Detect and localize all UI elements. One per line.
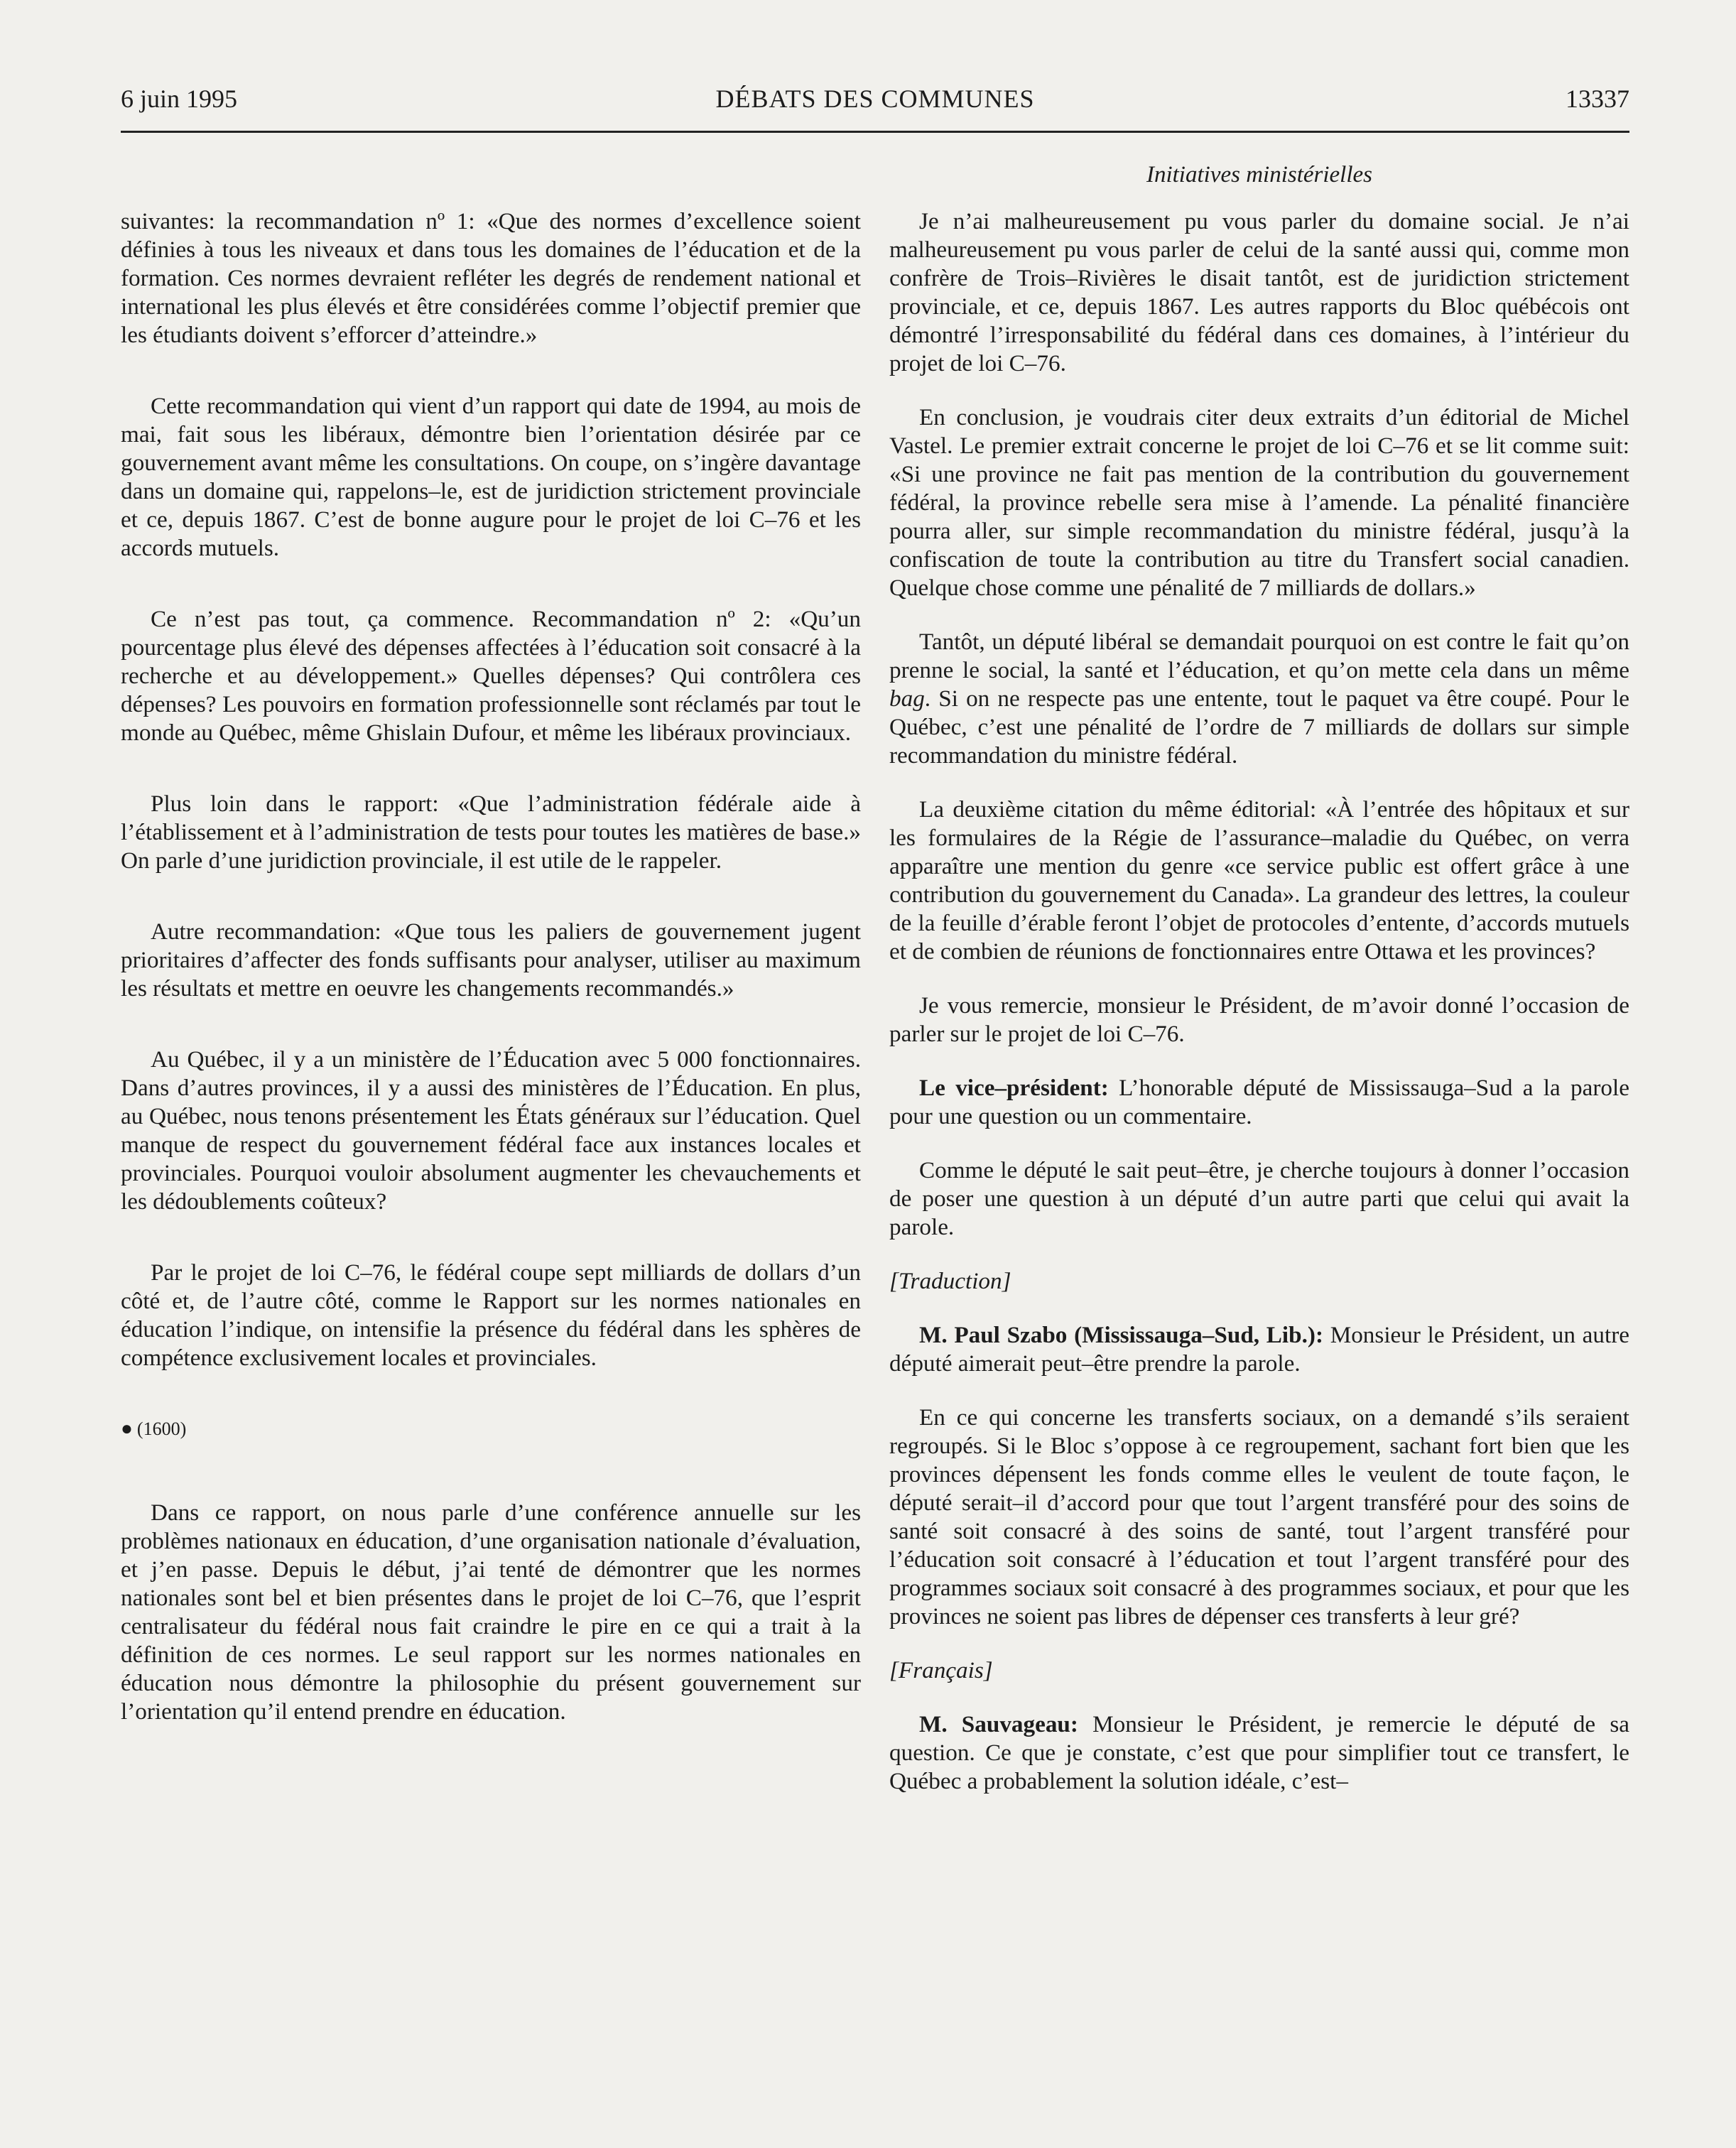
speaker-name: M. Paul Szabo (Mississauga–Sud, Lib.): [919,1322,1323,1348]
header-page-number: 13337 [1566,85,1629,113]
paragraph: Je vous remercie, monsieur le Président, de m’avoir donné l’occasion de parler sur le projet de loi C–76. [889,992,1629,1047]
page-header [121,84,1629,126]
paragraph: Plus loin dans le rapport: «Que l’administration fédérale aide à l’établissement et à l’administration de tests pour toutes les matières de base.» On parle d’une juridiction provinciale, il est utile de le rappeler. [121,791,861,874]
paragraph-text: Monsieur le Président, un autre député aimerait peut–être prendre la parole. [889,1322,1629,1377]
header-title: DÉBATS DES COMMUNES [715,85,1035,113]
left-column [121,207,861,1769]
paragraph: Autre recommandation: «Que tous les paliers de gouvernement jugent prioritaires d’affecter des fonds suffisants pour analyser, utiliser au maximum les résultats et mettre en oeuvre les changements recommandés.» [121,918,861,1002]
speaker-name: M. Sauvageau: [919,1711,1078,1737]
paragraph-text: . Si on ne respecte pas une entente, tout le paquet va être coupé. Pour le Québec, c’est une pénalité de l’ordre de 7 milliards de dollars sur simple recommandation du ministre fédéral. [889,685,1629,769]
paragraph: Je n’ai malheureusement pu vous parler du domaine social. Je n’ai malheureusement pu vous parler de celui de la santé aussi qui, comme mon confrère de Trois–Rivières le disait tantôt, est de juridiction strictement provinciale, et ce, depuis 1867. Les autres rapports du Bloc québécois ont démontré l’irresponsabilité du fédéral dans ces domaines, à l’intérieur du projet de loi C–76. [889,208,1629,376]
paragraph: suivantes: la recommandation nº 1: «Que des normes d’excellence soient définies à tous les niveaux et dans tous les domaines de l’éducation et de la formation. Ces normes devraient refléter les degrés de rendement national et international les plus élevés et être considérées comme l’objectif premier que les étudiants doivent s’efforcer d’atteindre.» [121,208,861,348]
paragraph-text: L’honorable député de Mississauga–Sud a la parole pour une question ou un commentaire. [889,1075,1629,1129]
speaker-name: Le vice–président: [919,1075,1109,1101]
language-tag: [Français] [889,1657,993,1683]
header-rule [121,131,1629,133]
paragraph: Au Québec, il y a un ministère de l’Éducation avec 5 000 fonctionnaires. Dans d’autres provinces, il y a aussi des ministères de l’Éducation. En plus, au Québec, nous tenons présentement les États généraux sur l’éducation. Quel manque de respect du gouvernement fédéral face aux instances locales et provinciales. Pourquoi vouloir absolument augmenter les chevauchements et les dédoublements coûteux? [121,1046,861,1215]
header-date: 6 juin 1995 [121,85,238,113]
paragraph [889,1074,1629,1131]
bullet-icon: ● [121,1418,133,1440]
paragraph: Cette recommandation qui vient d’un rapport qui date de 1994, au mois de mai, fait sous les libéraux, démontre bien l’orientation désirée par ce gouvernement avant même les consultations. On coupe, on s’ingère davantage dans un domaine qui, rappelons–le, est de juridiction strictement provinciale et ce, depuis 1867. C’est de bonne augure pour le projet de loi C–76 et les accords mutuels. [121,393,861,561]
section-label: Initiatives ministérielles [1146,162,1373,188]
paragraph [889,628,1629,770]
paragraph: Ce n’est pas tout, ça commence. Recommandation nº 2: «Qu’un pourcentage plus élevé des dépenses affectées à l’éducation soit consacré à la recherche et au développement.» Quelles dépenses? Qui contrôlera ces dépenses? Les pouvoirs en formation professionnelle sont réclamés par tout le monde au Québec, même Ghislain Dufour, et même les libéraux provinciaux. [121,606,861,746]
language-tag: [Traduction] [889,1268,1011,1294]
paragraph [889,1321,1629,1378]
paragraph-text: Monsieur le Président, je remercie le député de sa question. Ce que je constate, c’est que pour simplifier tout ce transfert, le Québec a probablement la solution idéale, c’est– [889,1711,1629,1794]
paragraph: Dans ce rapport, on nous parle d’une conférence annuelle sur les problèmes nationaux en éducation, d’une organisation nationale d’évaluation, et j’en passe. Depuis le début, j’ai tenté de démontrer que les normes nationales sont bel et bien présentes dans le projet de loi C–76, que l’esprit centralisateur du fédéral nous fait craindre le pire en ce qui a trait à la définition de ces normes. Le seul rapport sur les normes nationales en éducation nous démontre la philosophie du présent gouvernement sur l’orientation qu’il entend prendre en éducation. [121,1499,861,1725]
paragraph [889,1710,1629,1796]
italic-word: bag [889,685,925,712]
paragraph: Par le projet de loi C–76, le fédéral coupe sept milliards de dollars d’un côté et, de l’autre côté, comme le Rapport sur les normes nationales en éducation l’indique, on intensifie la présence du fédéral dans les sphères de compétence exclusivement locales et provinciales. [121,1259,861,1371]
right-column [889,207,1629,1821]
time-marker-text: (1600) [136,1419,187,1439]
paragraph: En conclusion, je voudrais citer deux extraits d’un éditorial de Michel Vastel. Le premier extrait concerne le projet de loi C–76 et se lit comme suit: «Si une province ne fait pas mention de la contribution du gouvernement fédéral, la province rebelle sera mise à l’amende. La pénalité financière pourra aller, sur simple recommandation du ministre fédéral, jusqu’à la confiscation de toute la contribution au titre du Transfert social canadien. Quelque chose comme une pénalité de 7 milliards de dollars.» [889,404,1629,601]
paragraph: La deuxième citation du même éditorial: «À l’entrée des hôpitaux et sur les formulaires de la Régie de l’assurance–maladie du Québec, on verra apparaître une mention du genre «ce service public est offert grâce à une contribution du gouvernement du Canada». La grandeur des lettres, la couleur de la feuille d’érable feront l’objet de protocoles d’entente, d’accords mutuels et de combien de réunions de fonctionnaires entre Ottawa et les provinces? [889,796,1629,965]
paragraph: Comme le député le sait peut–être, je cherche toujours à donner l’occasion de poser une question à un député d’un autre parti que celui qui avait la parole. [889,1157,1629,1240]
paragraph-text: Tantôt, un député libéral se demandait pourquoi on est contre le fait qu’on prenne le social, la santé et l’éducation, et qu’on mette cela dans un même [889,629,1629,683]
paragraph: En ce qui concerne les transferts sociaux, on a demandé s’ils seraient regroupés. Si le Bloc s’oppose à ce regroupement, sachant fort bien que les provinces dépensent les fonds comme elles le veulent de toute façon, le député serait–il d’accord pour que tout l’argent transféré pour des soins de santé soit consacré à des soins de santé, tout l’argent transféré pour l’éducation soit consacré à l’éducation et tout l’argent transféré pour des programmes sociaux soit consacré à des programmes sociaux, et pour que les provinces ne soient pas libres de dépenser ces transferts à leur gré? [889,1404,1629,1629]
time-marker [121,1415,861,1443]
